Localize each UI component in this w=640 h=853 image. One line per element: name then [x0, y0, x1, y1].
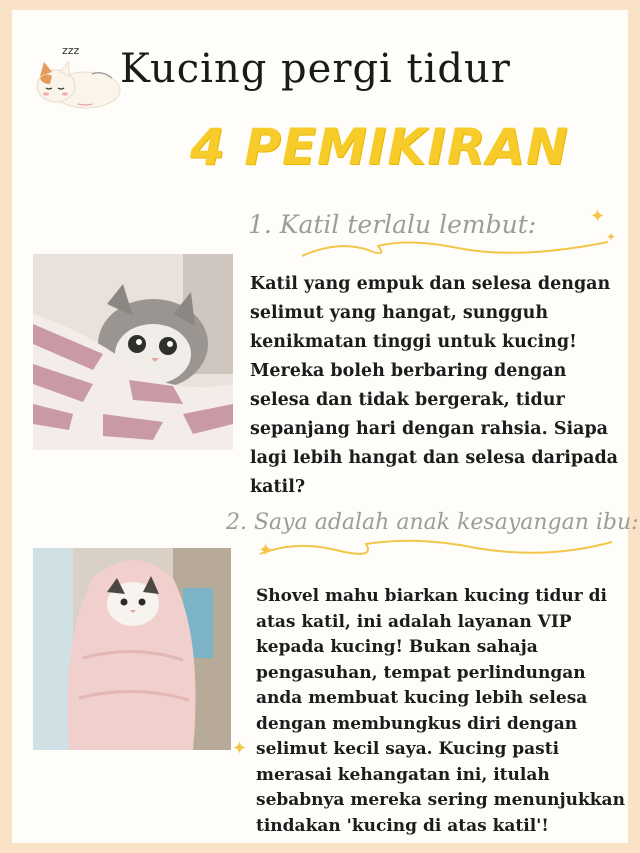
photo-cat-under-blanket: [33, 254, 233, 450]
zzz-text: zzz: [62, 44, 80, 57]
section-1-heading: 1. Katil terlalu lembut:: [248, 210, 537, 239]
section-2-body: Shovel mahu biarkan kucing tidur di atas katil, ini adalah layanan VIP kepada kucing! Bukan sahaja pengasuhan, tempat perlindungan anda membuat kucing lebih selesa dengan membungkus diri dengan selimut kecil saya. Kucing pasti merasai kehangatan ini, itulah sebabnya mereka sering menunjukkan tindakan 'kucing di atas katil'!: [256, 586, 625, 836]
sleeping-cat-icon: [32, 42, 124, 112]
section-1-body: Katil yang empuk dan selesa dengan selimut yang hangat, sungguh kenikmatan tinggi untuk kucing! Mereka boleh berbaring dengan selesa dan tidak bergerak, tidur sepanjang hari dengan rahsia. Siapa lagi lebih hangat dan selesa daripada katil?: [250, 274, 619, 497]
squiggle-underline-1: [298, 236, 618, 266]
sparkle-icon: ✦: [232, 738, 248, 759]
section-2-heading: 2. Saya adalah anak kesayangan ibu:: [226, 510, 639, 535]
sparkle-icon: ✦: [590, 206, 606, 227]
page-subtitle: 4 PEMIKIRAN: [190, 118, 569, 176]
photo-cat-in-pink-blanket: [33, 548, 231, 750]
sparkle-icon: ✦: [258, 540, 274, 561]
squiggle-underline-2: [256, 536, 616, 564]
page-title: Kucing pergi tidur: [120, 46, 511, 92]
sparkle-icon: ✦: [606, 230, 617, 244]
